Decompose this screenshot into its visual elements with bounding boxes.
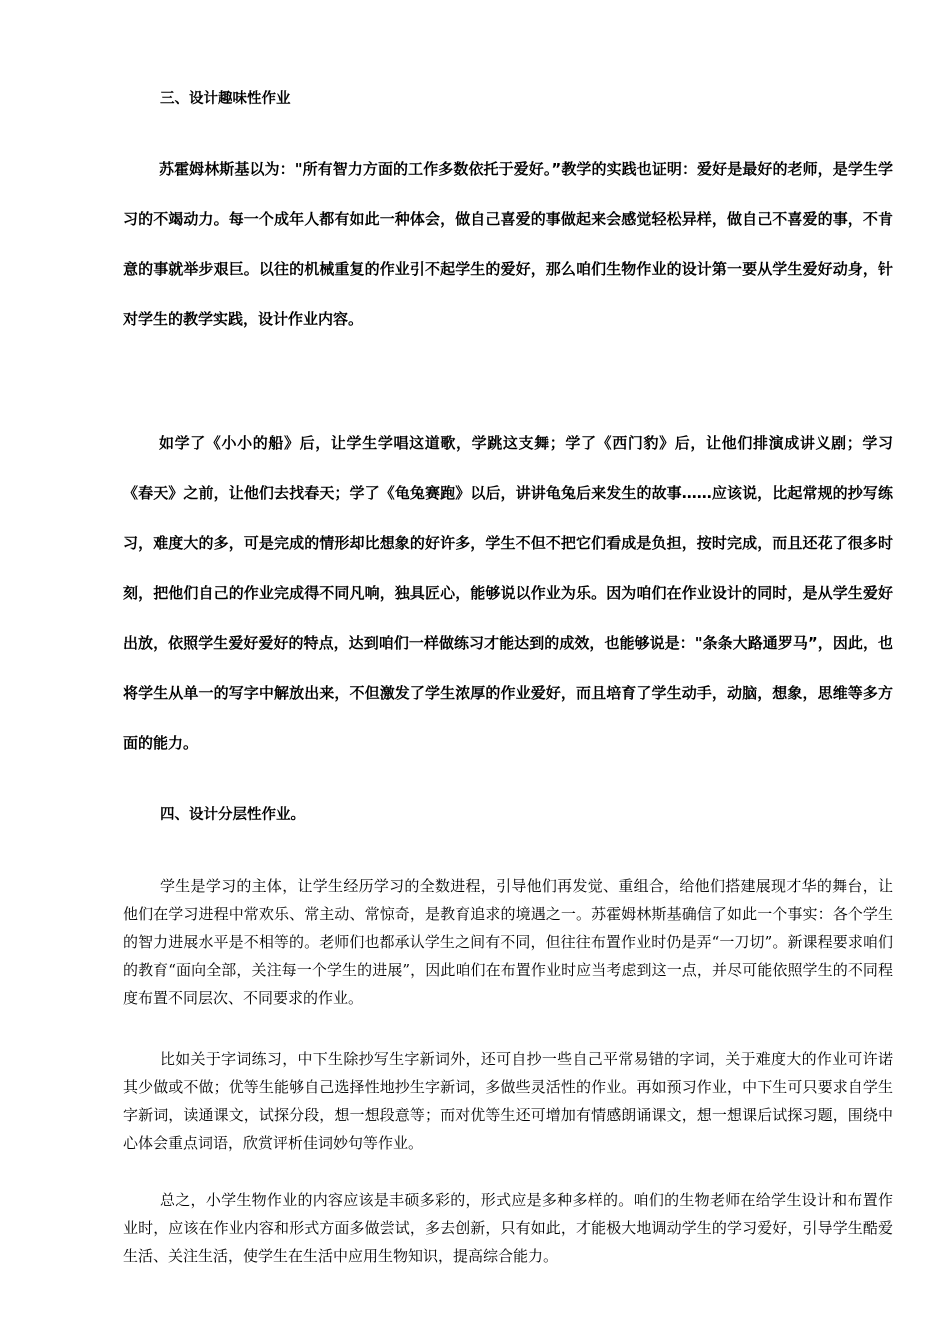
paragraph-activity-examples: 如学了《小小的船》后，让学生学唱这道歌，学跳这支舞；学了《西门豹》后，让他们排演成讲义剧；学习《春天》之前，让他们去找春天；学了《龟兔赛跑》以后，讲讲龟兔后来发生的故事……应该说，比起常规的抄写练习，难度大的多，可是完成的情形却比想象的好许多，学生不但不把它们看成是负担，按时完成，而且还花了很多时刻，把他们自己的作业完成得不同凡响，独具匠心，能够说以作业为乐。因为咱们在作业设计的同时，是从学生爱好出放，依照学生爱好爱好的特点，达到咱们一样做练习才能达到的成效，也能够说是："条条大路通罗马”，因此，也将学生从单一的写字中解放出来，不但激发了学生浓厚的作业爱好，而且培育了学生动手，动脑，想象，思维等多方面的能力。 (123, 434, 893, 752)
paragraph-conclusion: 总之，小学生物作业的内容应该是丰硕多彩的，形式应是多种多样的。咱们的生物老师在给学生设计和布置作业时，应该在作业内容和形式方面多做尝试，多去创新，只有如此，才能极大地调动学生的学习爱好，引导学生酷爱生活、关注生活，使学生在生活中应用生物知识，提高综合能力。 (123, 1191, 893, 1265)
paragraph-word-practice-example: 比如关于字词练习，中下生除抄写生字新词外，还可自抄一些自己平常易错的字词，关于难度大的作业可许诺其少做或不做；优等生能够自己选择性地抄生字新词，多做些灵活性的作业。再如预习作业，中下生可只要求自学生字新词，读通课文，试探分段，想一想段意等；而对优等生还可增加有情感朗诵课文，想一想课后试探习题，围绕中心体会重点词语，欣赏评析佳词妙句等作业。 (123, 1050, 893, 1152)
section-heading-tiered-homework: 四、设计分层性作业。 (160, 807, 305, 823)
paragraph-interest-quote: 苏霍姆林斯基以为："所有智力方面的工作多数依托于爱好。”教学的实践也证明：爱好是最好的老师，是学生学习的不竭动力。每一个成年人都有如此一种体会，做自己喜爱的事做起来会感觉轻松异样，做自己不喜爱的事，不肯意的事就举步艰巨。以往的机械重复的作业引不起学生的爱好，那么咱们生物作业的设计第一要从学生爱好动身，针对学生的教学实践，设计作业内容。 (123, 160, 893, 328)
paragraph-student-subject: 学生是学习的主体，让学生经历学习的全数进程，引导他们再发觉、重组合，给他们搭建展现才华的舞台，让他们在学习进程中常欢乐、常主动、常惊奇，是教育追求的境遇之一。苏霍姆林斯基确信了如此一个事实：各个学生的智力进展水平是不相等的。老师们也都承认学生之间有不同，但往往布置作业时仍是弄“一刀切”。新课程要求咱们的教育“面向全部，关注每一个学生的进展”，因此咱们在布置作业时应当考虑到这一点，并尽可能依照学生的不同程度布置不同层次、不同要求的作业。 (123, 877, 893, 1007)
section-heading-fun-homework: 三、设计趣味性作业 (160, 91, 291, 107)
